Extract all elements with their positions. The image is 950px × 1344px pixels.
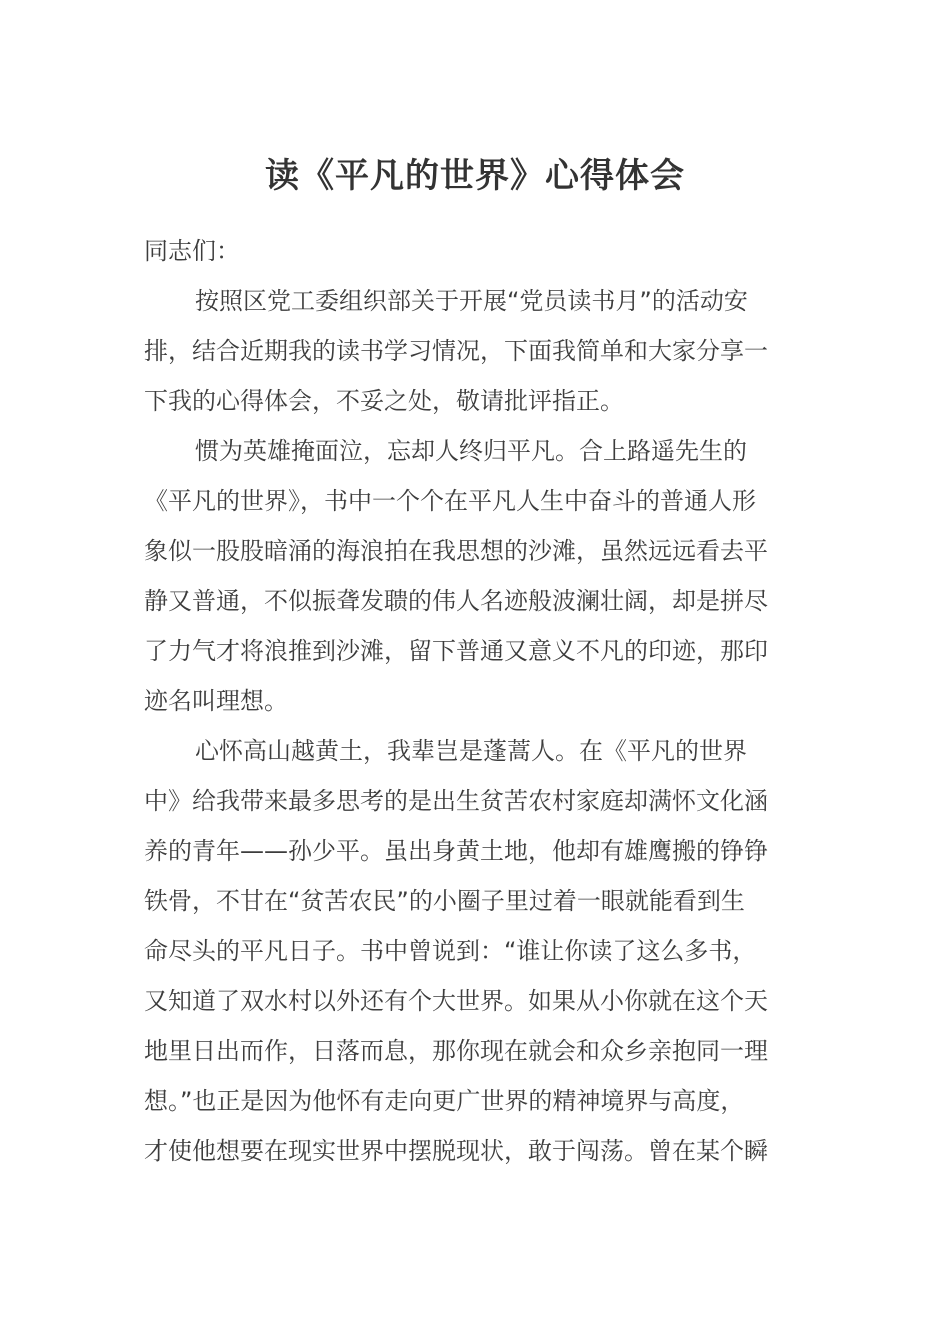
paragraph-2-line-2: 《平凡的世界》，书中一个个在平凡人生中奋斗的普通人形	[144, 487, 756, 515]
paragraph-3-line-4: 铁骨，不甘在“贫苦农民”的小圈子里过着一眼就能看到生	[144, 887, 745, 915]
paragraph-1-line-3: 下我的心得体会，不妥之处，敬请批评指正。	[144, 387, 624, 415]
paragraph-2-line-1: 惯为英雄掩面泣，忘却人终归平凡。合上路遥先生的	[195, 437, 747, 465]
paragraph-2-line-5: 了力气才将浪推到沙滩，留下普通又意义不凡的印迹，那印	[144, 637, 768, 665]
paragraph-2-line-6: 迹名叫理想。	[144, 687, 288, 715]
paragraph-3-line-8: 想。”也正是因为他怀有走向更广世界的精神境界与高度，	[144, 1087, 745, 1115]
paragraph-3-line-3: 养的青年——孙少平。虽出身黄土地，他却有雄鹰搬的铮铮	[144, 837, 768, 865]
paragraph-3-line-1: 心怀高山越黄土，我辈岂是蓬蒿人。在《平凡的世界	[195, 737, 747, 765]
document-title: 读《平凡的世界》心得体会	[265, 156, 685, 196]
paragraph-2-line-4: 静又普通，不似振聋发聩的伟人名迹般波澜壮阔，却是拼尽	[144, 587, 768, 615]
paragraph-3-line-2: 中》给我带来最多思考的是出生贫苦农村家庭却满怀文化涵	[144, 787, 768, 815]
paragraph-1-line-1: 按照区党工委组织部关于开展“党员读书月”的活动安	[195, 287, 748, 315]
paragraph-3-line-5: 命尽头的平凡日子。书中曾说到：“谁让你读了这么多书，	[144, 937, 757, 965]
salutation-line: 同志们：	[144, 237, 240, 265]
paragraph-1-line-2: 排，结合近期我的读书学习情况，下面我简单和大家分享一	[144, 337, 768, 365]
paragraph-3-line-6: 又知道了双水村以外还有个大世界。如果从小你就在这个天	[144, 987, 768, 1015]
paragraph-2-line-3: 象似一股股暗涌的海浪拍在我思想的沙滩，虽然远远看去平	[144, 537, 768, 565]
paragraph-3-line-7: 地里日出而作，日落而息，那你现在就会和众乡亲抱同一理	[144, 1037, 768, 1065]
paragraph-3-line-9: 才使他想要在现实世界中摆脱现状，敢于闯荡。曾在某个瞬	[144, 1137, 768, 1165]
document-body	[144, 226, 794, 1176]
